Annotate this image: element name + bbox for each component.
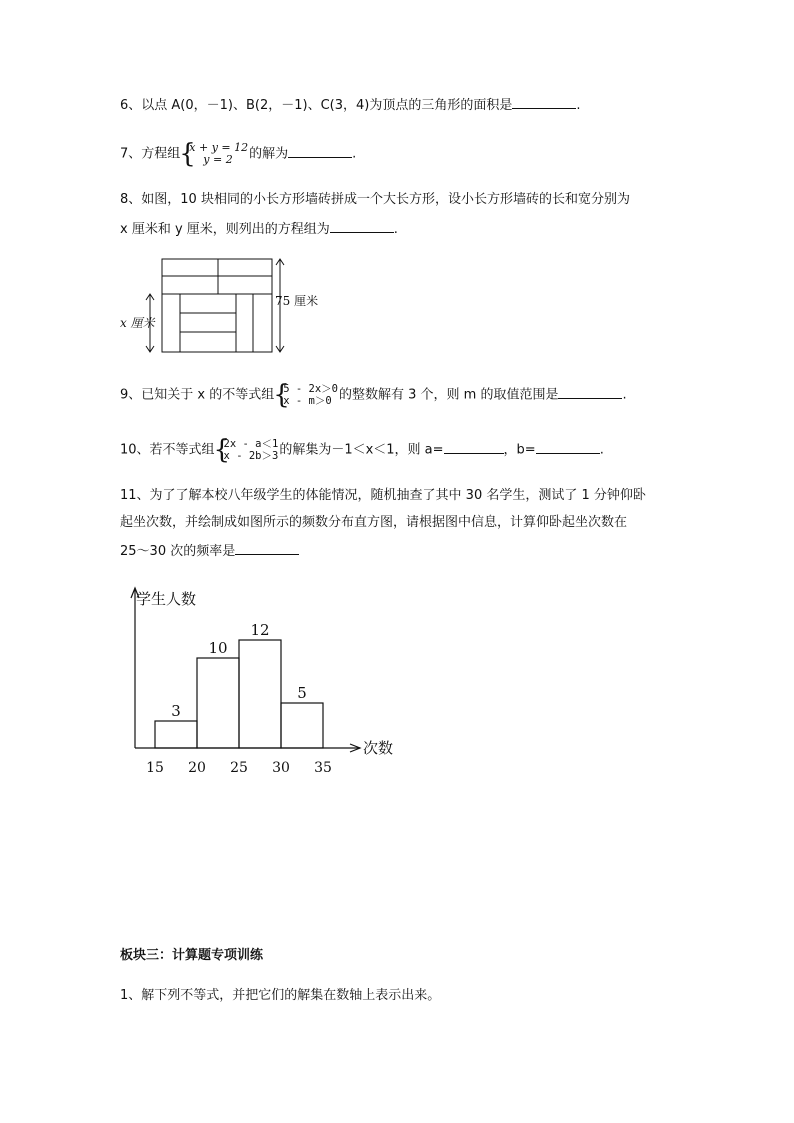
question-6: [120, 94, 581, 116]
histogram-bar-30-35: [281, 703, 323, 748]
histogram-bar-15-20: [155, 721, 197, 748]
bar-value-label: 5: [297, 684, 307, 702]
inequality-9-2: x - m＞0: [283, 395, 332, 407]
answer-blank-6[interactable]: [512, 94, 576, 109]
equation-7-2: y = 2: [203, 153, 233, 166]
question-10-suffix: 的解集为－1＜x＜1，则 a=: [279, 442, 444, 458]
question-6-end: .: [576, 98, 581, 113]
inequality-system-9: [273, 380, 338, 410]
inequality-10-2: x - 2b＞3: [223, 450, 279, 462]
equation-7-1: x + y = 12: [189, 141, 249, 154]
brace-icon: {: [273, 380, 290, 410]
equation-system-7: [179, 139, 249, 169]
x-tick-label: 35: [314, 760, 332, 776]
section-3-title: 板块三：计算题专项训练: [120, 948, 264, 963]
question-9-suffix: 的整数解有 3 个，则 m 的取值范围是: [339, 387, 559, 403]
question-7: [120, 139, 357, 169]
x-label: x 厘米: [120, 316, 155, 330]
bar-value-label: 10: [208, 639, 228, 657]
question-7-suffix: 的解为: [249, 146, 289, 162]
bar-value-label: 3: [171, 702, 181, 720]
section-3-question-1: 1、解下列不等式，并把它们的解集在数轴上表示出来。: [120, 988, 441, 1003]
answer-blank-8[interactable]: [330, 218, 394, 233]
question-8-line-1: 8、如图，10 块相同的小长方形墙砖拼成一个大长方形，设小长方形墙砖的长和宽分别为: [120, 192, 630, 207]
height-label: 75 厘米: [275, 294, 319, 308]
x-tick-label: 25: [230, 760, 248, 776]
y-axis-label: 学生人数: [136, 590, 197, 608]
brick-figure: [110, 252, 340, 360]
question-10: [120, 435, 604, 465]
question-8-text: x 厘米和 y 厘米，则列出的方程组为: [120, 222, 330, 237]
x-tick-label: 20: [188, 760, 206, 776]
inequality-10-1: 2x - a＜1: [223, 438, 279, 450]
x-tick-label: 30: [272, 760, 290, 776]
question-7-end: .: [352, 146, 357, 162]
brace-icon: {: [179, 139, 196, 169]
answer-blank-9[interactable]: [558, 384, 622, 399]
x-tick-label: 15: [146, 760, 164, 776]
question-11-line-1: 11、为了了解本校八年级学生的体能情况，随机抽查了其中 30 名学生，测试了 1 分钟仰卧: [120, 488, 646, 503]
question-9-prefix: 9、已知关于 x 的不等式组: [120, 387, 275, 403]
question-9: [120, 380, 627, 410]
question-10-end: .: [599, 442, 604, 458]
answer-blank-10a[interactable]: [444, 439, 504, 454]
bar-value-label: 12: [250, 621, 270, 639]
question-10-mid: ，b=: [503, 442, 536, 458]
brace-icon: {: [213, 435, 231, 465]
inequality-9-1: 5 - 2x＞0: [283, 383, 338, 395]
question-11-line-2: 起坐次数，并绘制成如图所示的频数分布直方图，请根据图中信息，计算仰卧起坐次数在: [120, 515, 628, 530]
question-8-line-2: [120, 218, 398, 240]
question-8-end: .: [393, 222, 398, 237]
question-7-prefix: 7、方程组: [120, 146, 181, 162]
histogram-chart: [120, 580, 410, 780]
question-10-prefix: 10、若不等式组: [120, 442, 215, 458]
answer-blank-7[interactable]: [288, 143, 352, 158]
question-9-end: .: [622, 387, 627, 403]
answer-blank-11[interactable]: [235, 540, 299, 555]
question-11-text: 25～30 次的频率是: [120, 544, 236, 559]
answer-blank-10b[interactable]: [536, 439, 600, 454]
inequality-system-10: [213, 435, 279, 465]
histogram-bar-20-25: [197, 658, 239, 748]
histogram-bar-25-30: [239, 640, 281, 748]
question-11-line-3: [120, 540, 299, 562]
brick-outer-rect: [162, 259, 272, 352]
x-axis-label: 次数: [363, 739, 394, 757]
question-6-text: 6、以点 A(0，－1)、B(2，－1)、C(3，4)为顶点的三角形的面积是: [120, 98, 513, 113]
